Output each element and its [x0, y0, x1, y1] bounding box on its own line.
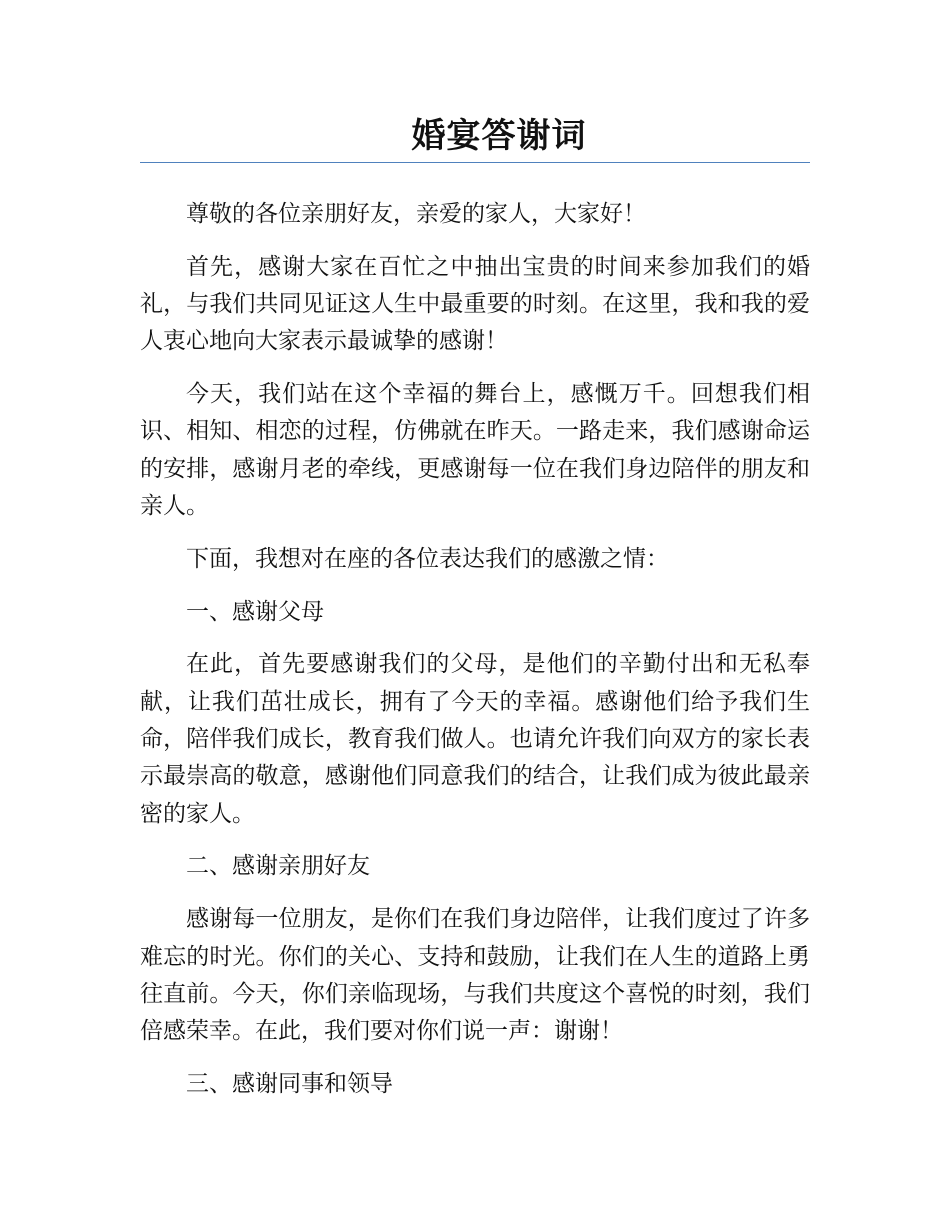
reflection-paragraph: 今天，我们站在这个幸福的舞台上，感慨万千。回想我们相识、相知、相恋的过程，仿佛就在昨天。一路走来，我们感谢命运的安排，感谢月老的牵线，更感谢每一位在我们身边陪伴的朋友和亲人。 [140, 381, 810, 520]
section-heading-friends: 二、感谢亲朋好友 [186, 853, 370, 880]
page-title: 婚宴答谢词 [411, 116, 587, 156]
section-heading-parents: 一、感谢父母 [186, 598, 324, 625]
document-page [140, 112, 810, 1119]
parents-paragraph: 在此，首先要感谢我们的父母，是他们的辛勤付出和无私奉献，让我们茁壮成长，拥有了今天的幸福。感谢他们给予我们生命，陪伴我们成长，教育我们做人。也请允许我们向双方的家长表示最崇高的敬意，感谢他们同意我们的结合，让我们成为彼此最亲密的家人。 [140, 651, 810, 827]
section-heading-colleagues: 三、感谢同事和领导 [186, 1070, 393, 1097]
friends-paragraph: 感谢每一位朋友，是你们在我们身边陪伴，让我们度过了许多难忘的时光。你们的关心、支持和鼓励，让我们在人生的道路上勇往直前。今天，你们亲临现场，与我们共度这个喜悦的时刻，我们倍感荣幸。在此，我们要对你们说一声：谢谢！ [140, 906, 810, 1045]
intro-gratitude-paragraph: 下面，我想对在座的各位表达我们的感激之情： [186, 545, 669, 572]
document-body [140, 196, 810, 1103]
title-underline [140, 162, 810, 163]
greeting-paragraph: 尊敬的各位亲朋好友，亲爱的家人，大家好！ [186, 201, 646, 227]
thanks-attendance-paragraph: 首先，感谢大家在百忙之中抽出宝贵的时间来参加我们的婚礼，与我们共同见证这人生中最重要的时刻。在这里，我和我的爱人衷心地向大家表示最诚挚的感谢！ [140, 253, 810, 355]
